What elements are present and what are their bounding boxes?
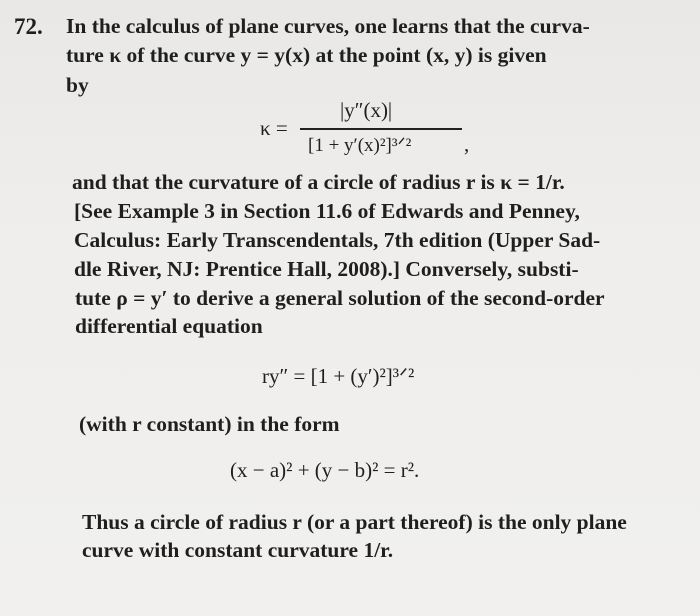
problem-number: 72. [14,14,43,39]
problem-line-2: ture κ of the curve y = y(x) at the point (x, y) is given [66,43,547,67]
circle-formula: (x − a)² + (y − b)² = r². [230,458,420,482]
problem-line-4: and that the curvature of a circle of radius r is κ = 1/r. [72,170,565,194]
problem-line-11: Thus a circle of radius r (or a part thereof) is the only plane [82,510,627,534]
formula-denominator: [1 + y′(x)²]³ᐟ² [308,135,412,156]
problem-line-3: by [66,73,89,97]
problem-line-9: differential equation [75,314,263,338]
formula-numerator: |y″(x)| [340,98,393,122]
fraction-bar [300,128,462,130]
problem-line-12: curve with constant curvature 1/r. [82,538,394,562]
problem-line-8: tute ρ = y′ to derive a general solution of the second-order [75,286,605,310]
problem-line-1: In the calculus of plane curves, one learns that the curva- [66,14,590,38]
problem-line-10: (with r constant) in the form [79,412,340,436]
problem-line-7: dle River, NJ: Prentice Hall, 2008).] Conversely, substi- [74,257,579,281]
problem-line-6: Calculus: Early Transcendentals, 7th edition (Upper Sad- [74,228,601,252]
ode-formula: ry″ = [1 + (y′)²]³ᐟ² [262,364,415,388]
formula-kappa-lhs: κ = [260,116,288,140]
problem-line-5: [See Example 3 in Section 11.6 of Edwards and Penney, [74,199,580,223]
formula-comma: , [464,132,470,156]
